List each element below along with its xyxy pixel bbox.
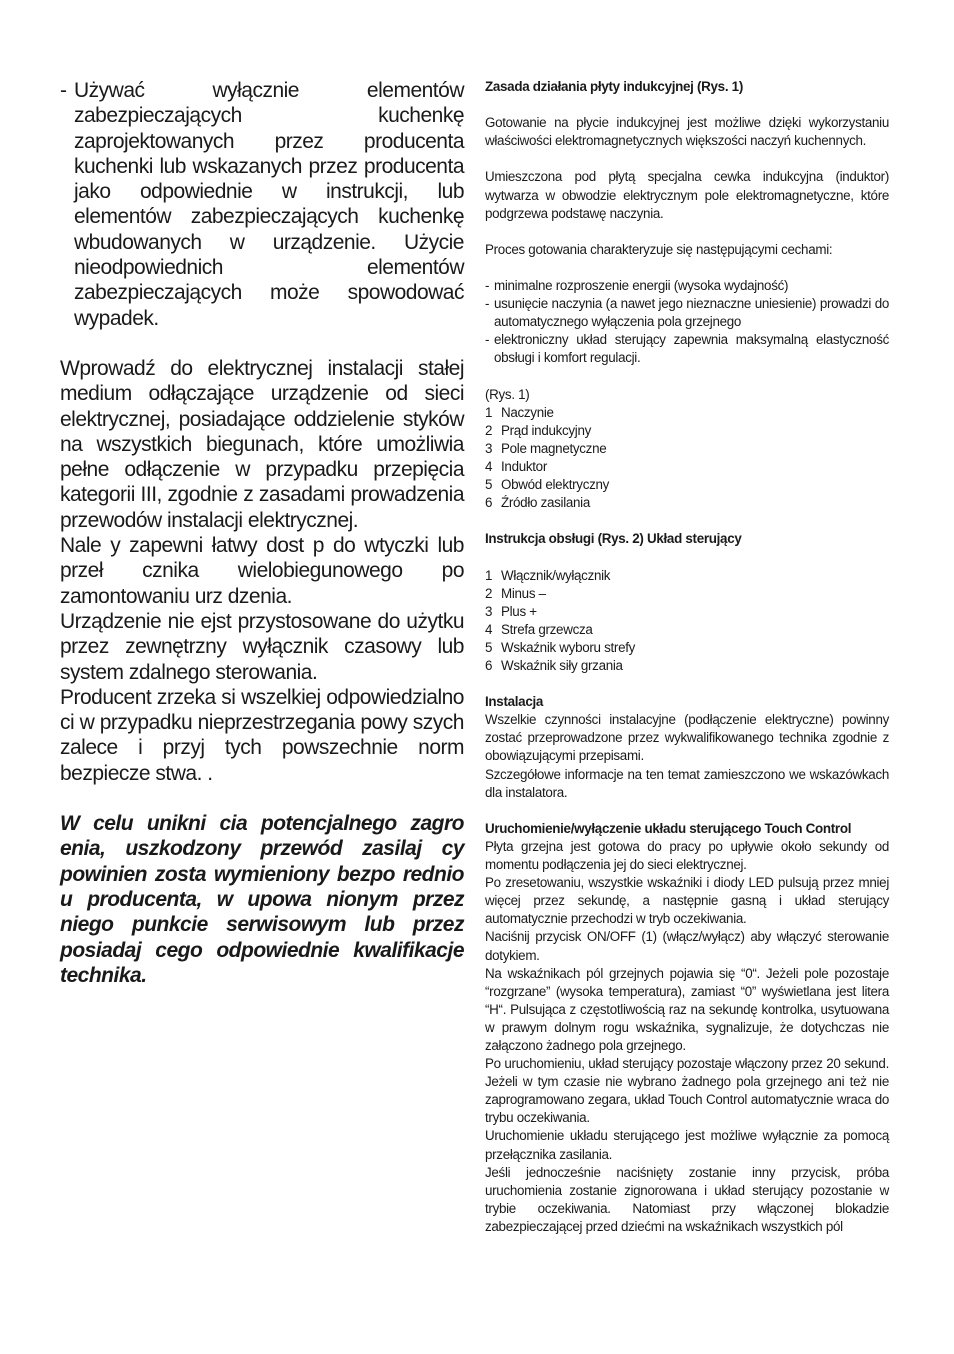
installation-paragraph-2: Szczegółowe informacje na ten temat zamieszczono we wskazówkach dla instalatora. — [485, 766, 889, 800]
installation-paragraph-1: Wszelkie czynności instalacyjne (podłączenie elektryczne) powinny zostać przeprowadzone przez wykwalifikowanego technika zgodnie z obowiązującymi przepisami. — [485, 712, 889, 764]
cable-warning: W celu unikni cia potencjalnego zagro enia, uszkodzony przewód zasilaj cy powinien zosta wymieniony bezpo rednio u producenta, w upowa nionym przez niego punkcie serwisowym lub przez posiadaj cego odpowiednie kwalifikacje technika. — [60, 812, 464, 987]
right-column — [485, 78, 889, 1236]
induction-paragraph-3: Proces gotowania charakteryzuje się następującymi cechami: — [485, 241, 833, 257]
figure-2-legend — [485, 567, 889, 676]
liability-paragraph: Producent zrzeka si wszelkiej odpowiedzialno ci w przypadku nieprzestrzegania powy szych zalece i przyj tych powszechnie norm bezpiecze stwa. . — [60, 685, 464, 785]
list-item: 3 Pole magnetyczne — [485, 440, 607, 456]
disconnect-paragraph: Wprowadź do elektrycznej instalacji stałej medium odłączające urządzenie od sieci elektrycznej, posiadające oddzielenie styków na wszystkich biegunach, które umożliwia pełne odłączenie w przypadku przepięcia kategorii III, zgodnie z zasadami prowadzenia przewodów instalacji elektrycznej. — [60, 356, 464, 532]
list-item: 5 Obwód elektryczny — [485, 477, 610, 493]
figure-1-legend — [485, 404, 889, 513]
list-item: 4 Strefa grzewcza — [485, 621, 593, 637]
list-item: - elektroniczny układ sterujący zapewnia maksymalną elastyczność obsługi i komfort regulacji. — [485, 332, 889, 366]
bullet-marker: - — [60, 79, 67, 102]
touch-control-paragraph-7: Jeśli jednocześnie naciśnięty zostanie inny przycisk, próba uruchomienia zostanie zignorowana i układ sterujący pozostanie w trybie oczekiwania. Natomiast przy włączonej blokadzie zabezpieczającej przed dziećmi na wskaźnikach wszystkich pól — [485, 1164, 889, 1234]
list-item: 2 Prąd indukcyjny — [485, 422, 592, 438]
touch-control-paragraph-5: Po uruchomieniu, układ sterujący pozostaje włączony przez 20 sekund. Jeżeli w tym czasie nie wybrano żadnego pola grzejnego ani też nie zaprogramowano zegara, układ Touch Control automatycznie wraca do trybu oczekiwania. — [485, 1056, 889, 1126]
heading-installation: Instalacja — [485, 694, 544, 710]
heading-induction-principle: Zasada działania płyty indukcyjnej (Rys. 1) — [485, 79, 743, 94]
figure-1-label: (Rys. 1) — [485, 386, 530, 402]
list-item: - minimalne rozproszenie energii (wysoka wydajność) — [485, 278, 789, 294]
timer-paragraph: Urządzenie nie ejst przystosowane do użytku przez zewnętrzny wyłącznik czasowy lub system zdalnego sterowania. — [60, 609, 464, 684]
bullet-text: Używać wyłącznie elementów zabezpieczających kuchenkę zaprojektowanych przez producenta kuchenki lub wskazanych przez producenta jako odpowiednie w instrukcji, lub elementów zabezpieczających kuchenkę wbudowanych w urządzenie. Użycie nieodpowiednich elementów zabezpieczających może spowodować wypadek. — [74, 79, 464, 330]
list-item: 5 Wskaźnik wyboru strefy — [485, 639, 636, 655]
list-item: 6 Źródło zasilania — [485, 495, 590, 511]
touch-control-paragraph-6: Uruchomienie układu sterującego jest możliwe wyłącznie za pomocą przełącznika zasilania. — [485, 1128, 889, 1162]
heading-touch-control: Uruchomienie/wyłączenie układu sterującego Touch Control — [485, 820, 852, 836]
touch-control-paragraph-3: Naciśnij przycisk ON/OFF (1) (włącz/wyłącz) aby włączyć sterowanie dotykiem. — [485, 929, 889, 963]
safety-bullet — [60, 78, 464, 331]
induction-paragraph-2: Umieszczona pod płytą specjalna cewka indukcyjna (induktor) wytwarza w obwodzie elektrycznym pole elektromagnetyczne, które podgrzewa podstawę naczynia. — [485, 169, 889, 221]
features-list — [485, 277, 889, 367]
list-item: - usunięcie naczynia (a nawet jego nieznaczne uniesienie) prowadzi do automatycznego wyłączenia pola grzejnego — [485, 296, 889, 330]
list-item: 2 Minus – — [485, 585, 546, 601]
touch-control-paragraph-4: Na wskaźnikach pól grzejnych pojawia się “0“. Jeżeli pole pozostaje “rozgrzane” (wysoka temperatura), zamiast “0” wyświetlana jest litera “H“. Pulsująca z częstotliwością raz na sekundę kontrolka, usytuowana w prawym dolnym rogu wskaźnika, sygnalizuje, że dotychczas nie załączono żadnego pola grzejnego. — [485, 965, 889, 1053]
touch-control-paragraph-2: Po zresetowaniu, wszystkie wskaźniki i diody LED pulsują przez mniej więcej przez sekundę, a następnie gasną i układ sterujący automatycznie przechodzi w tryb oczekiwania. — [485, 875, 889, 927]
list-item: 6 Wskaźnik siły grzania — [485, 658, 623, 673]
list-item: 4 Induktor — [485, 458, 547, 474]
list-item: 1 Naczynie — [485, 404, 554, 420]
plug-access-paragraph: Nale y zapewni łatwy dost p do wtyczki lub przeł cznika wielobiegunowego po zamontowaniu urz dzenia. — [60, 534, 464, 608]
touch-control-paragraph-1: Płyta grzejna jest gotowa do pracy po upływie około sekundy od momentu podłączenia jej do sieci elektrycznej. — [485, 838, 889, 873]
induction-paragraph-1: Gotowanie na płycie indukcyjnej jest możliwe dzięki wykorzystaniu właściwości elektromagnetycznych większości naczyń kuchennych. — [485, 115, 889, 149]
list-item: 3 Plus + — [485, 603, 537, 619]
heading-control-panel: Instrukcja obsługi (Rys. 2) Układ sterujący — [485, 531, 742, 547]
left-column — [60, 78, 464, 988]
list-item: 1 Włącznik/wyłącznik — [485, 567, 611, 583]
